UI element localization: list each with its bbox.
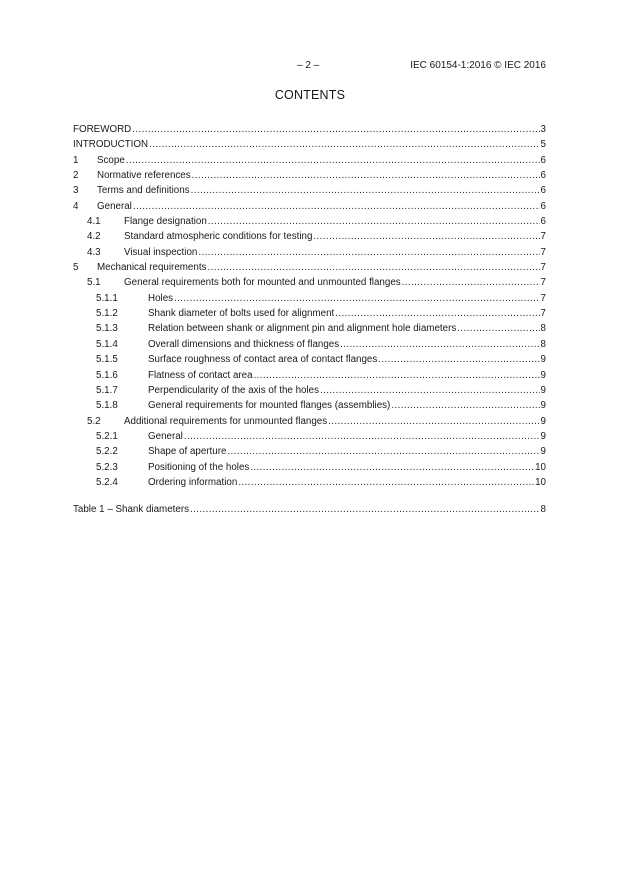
toc-entry[interactable]: [73, 352, 546, 367]
toc-entry-page: 9: [540, 354, 546, 366]
toc-entry[interactable]: [73, 368, 546, 383]
toc-entry[interactable]: [73, 414, 546, 429]
toc-dot-leader: [132, 122, 539, 137]
toc-entry[interactable]: [73, 383, 546, 398]
toc-entry-title: Normative references: [97, 170, 191, 182]
toc-dot-leader: [328, 414, 539, 429]
toc-dot-leader: [133, 199, 540, 214]
page-header: [0, 60, 620, 74]
toc-entry-number: 5.2.1: [96, 430, 118, 442]
toc-entry[interactable]: [73, 153, 546, 168]
toc-dot-leader: [190, 502, 540, 517]
toc-entry-page: 8: [540, 504, 546, 516]
toc-entry-number: 5: [73, 262, 79, 274]
toc-entry-title: Ordering information: [148, 476, 238, 488]
document-reference: IEC 60154-1:2016 © IEC 2016: [410, 60, 546, 71]
toc-entry[interactable]: [73, 502, 546, 517]
toc-entry-title: General requirements both for mounted and unmounted flanges: [124, 277, 401, 289]
toc-entry-page: 7: [540, 231, 546, 243]
toc-entry-page: 9: [540, 369, 546, 381]
toc-dot-leader: [192, 168, 540, 183]
toc-dot-leader: [391, 398, 539, 413]
toc-entry-page: 6: [540, 200, 546, 212]
toc-entry-number: 5.1.6: [96, 369, 118, 381]
toc-entry-title: Shank diameter of bolts used for alignment: [148, 308, 335, 320]
toc-entry-page: 7: [540, 262, 546, 274]
toc-entry[interactable]: [73, 183, 546, 198]
toc-spacer: [73, 490, 546, 502]
toc-entry-page: 6: [540, 170, 546, 182]
toc-entry-page: 9: [540, 400, 546, 412]
toc-dot-leader: [402, 275, 540, 290]
toc-dot-leader: [238, 475, 534, 490]
toc-entry-page: 8: [540, 323, 546, 335]
toc-entry-title: Additional requirements for unmounted flanges: [124, 415, 328, 427]
toc-entry-number: 4: [73, 200, 79, 212]
toc-entry-number: 5.2.2: [96, 446, 118, 458]
toc-entry-title: Overall dimensions and thickness of flanges: [148, 338, 340, 350]
toc-entry-title: Flatness of contact area: [148, 369, 253, 381]
toc-entry-page: 7: [540, 308, 546, 320]
toc-entry-title: Standard atmospheric conditions for testing: [124, 231, 313, 243]
toc-entry-title: Table 1 – Shank diameters: [73, 504, 189, 516]
toc-dot-leader: [149, 137, 539, 152]
toc-dot-leader: [198, 245, 539, 260]
toc-dot-leader: [313, 229, 539, 244]
toc-entry[interactable]: [73, 137, 546, 152]
toc-entry-number: 5.1.2: [96, 308, 118, 320]
toc-entry[interactable]: [73, 460, 546, 475]
toc-entry-number: 5.2.3: [96, 461, 118, 473]
toc-entry-title: Flange designation: [124, 216, 207, 228]
toc-entry-title: Relation between shank or alignment pin and alignment hole diameters: [148, 323, 457, 335]
toc-entry-title: General requirements for mounted flanges (assemblies): [148, 400, 391, 412]
toc-entry[interactable]: [73, 429, 546, 444]
toc-entry[interactable]: [73, 199, 546, 214]
toc-entry-number: 4.3: [87, 246, 101, 258]
toc-dot-leader: [208, 214, 540, 229]
toc-entry-number: 5.1.3: [96, 323, 118, 335]
toc-entry-number: 5.1.1: [96, 292, 118, 304]
toc-entry-title: Surface roughness of contact area of contact flanges: [148, 354, 378, 366]
list-of-tables: [73, 502, 546, 517]
toc-entry-title: Mechanical requirements: [97, 262, 207, 274]
toc-entry-title: FOREWORD: [73, 124, 132, 135]
toc-entry[interactable]: [73, 275, 546, 290]
toc-entry-number: 2: [73, 170, 79, 182]
toc-dot-leader: [340, 337, 539, 352]
toc-entry-page: 6: [540, 154, 546, 166]
toc-dot-leader: [320, 383, 540, 398]
toc-entry-title: Positioning of the holes: [148, 461, 250, 473]
toc-entry-title: Shape of aperture: [148, 446, 227, 458]
toc-entry[interactable]: [73, 306, 546, 321]
toc-entry[interactable]: [73, 337, 546, 352]
toc-entry-title: INTRODUCTION: [73, 139, 149, 151]
toc-entry-number: 4.2: [87, 231, 101, 243]
toc-entry-title: Perpendicularity of the axis of the holes: [148, 384, 320, 396]
toc-dot-leader: [174, 291, 539, 306]
toc-entry[interactable]: [73, 122, 546, 137]
toc-entry-number: 5.1.7: [96, 384, 118, 396]
toc-entry-page: 3: [540, 124, 546, 135]
page-number: – 2 –: [297, 60, 320, 71]
toc-entry[interactable]: [73, 245, 546, 260]
toc-entry-number: 5.2.4: [96, 476, 118, 488]
toc-entry-title: Visual inspection: [124, 246, 198, 258]
toc-entry-number: 5.2: [87, 415, 101, 427]
toc-entry-page: 7: [540, 246, 546, 258]
toc-entry-page: 9: [540, 446, 546, 458]
toc-entry[interactable]: [73, 260, 546, 275]
toc-entry-page: 5: [540, 139, 546, 151]
toc-dot-leader: [335, 306, 539, 321]
toc-entry-title: Scope: [97, 154, 125, 166]
toc-dot-leader: [207, 260, 539, 275]
toc-dot-leader: [184, 429, 540, 444]
toc-dot-leader: [227, 444, 539, 459]
toc-entry-title: Holes: [148, 292, 174, 304]
toc-dot-leader: [126, 153, 540, 168]
toc-entry[interactable]: [73, 398, 546, 413]
toc-dot-leader: [191, 183, 540, 198]
toc-entry-number: 4.1: [87, 216, 101, 228]
toc-entry[interactable]: [73, 229, 546, 244]
toc-entry-title: General: [97, 200, 132, 212]
toc-entry-page: 7: [540, 277, 546, 289]
toc-entry-page: 9: [540, 415, 546, 427]
toc-dot-leader: [378, 352, 539, 367]
toc-entry[interactable]: [73, 291, 546, 306]
toc-dot-leader: [254, 368, 540, 383]
toc-entry-page: 8: [540, 338, 546, 350]
toc-entry-number: 5.1.5: [96, 354, 118, 366]
toc-entry-title: General: [148, 430, 183, 442]
toc-entry[interactable]: [73, 444, 546, 459]
toc-entry[interactable]: [73, 214, 546, 229]
toc-entry[interactable]: [73, 168, 546, 183]
toc-entry[interactable]: [73, 475, 546, 490]
toc-dot-leader: [457, 321, 539, 336]
toc-entry-number: 5.1: [87, 277, 101, 289]
toc-list: [73, 122, 546, 490]
toc-entry[interactable]: [73, 321, 546, 336]
toc-entry-number: 5.1.4: [96, 338, 118, 350]
toc-entry-page: 9: [540, 384, 546, 396]
toc-entry-number: 3: [73, 185, 79, 197]
toc-entry-number: 1: [73, 154, 79, 166]
toc-entry-page: 6: [540, 216, 546, 228]
toc-entry-page: 7: [540, 292, 546, 304]
toc-entry-page: 9: [540, 430, 546, 442]
toc-entry-page: 6: [540, 185, 546, 197]
toc-entry-number: 5.1.8: [96, 400, 118, 412]
toc-entry-page: 10: [535, 461, 546, 473]
toc-entry-title: Terms and definitions: [97, 185, 190, 197]
toc-dot-leader: [250, 460, 534, 475]
table-of-contents: [73, 122, 546, 518]
toc-entry-page: 10: [535, 476, 546, 488]
contents-title: CONTENTS: [274, 88, 346, 102]
